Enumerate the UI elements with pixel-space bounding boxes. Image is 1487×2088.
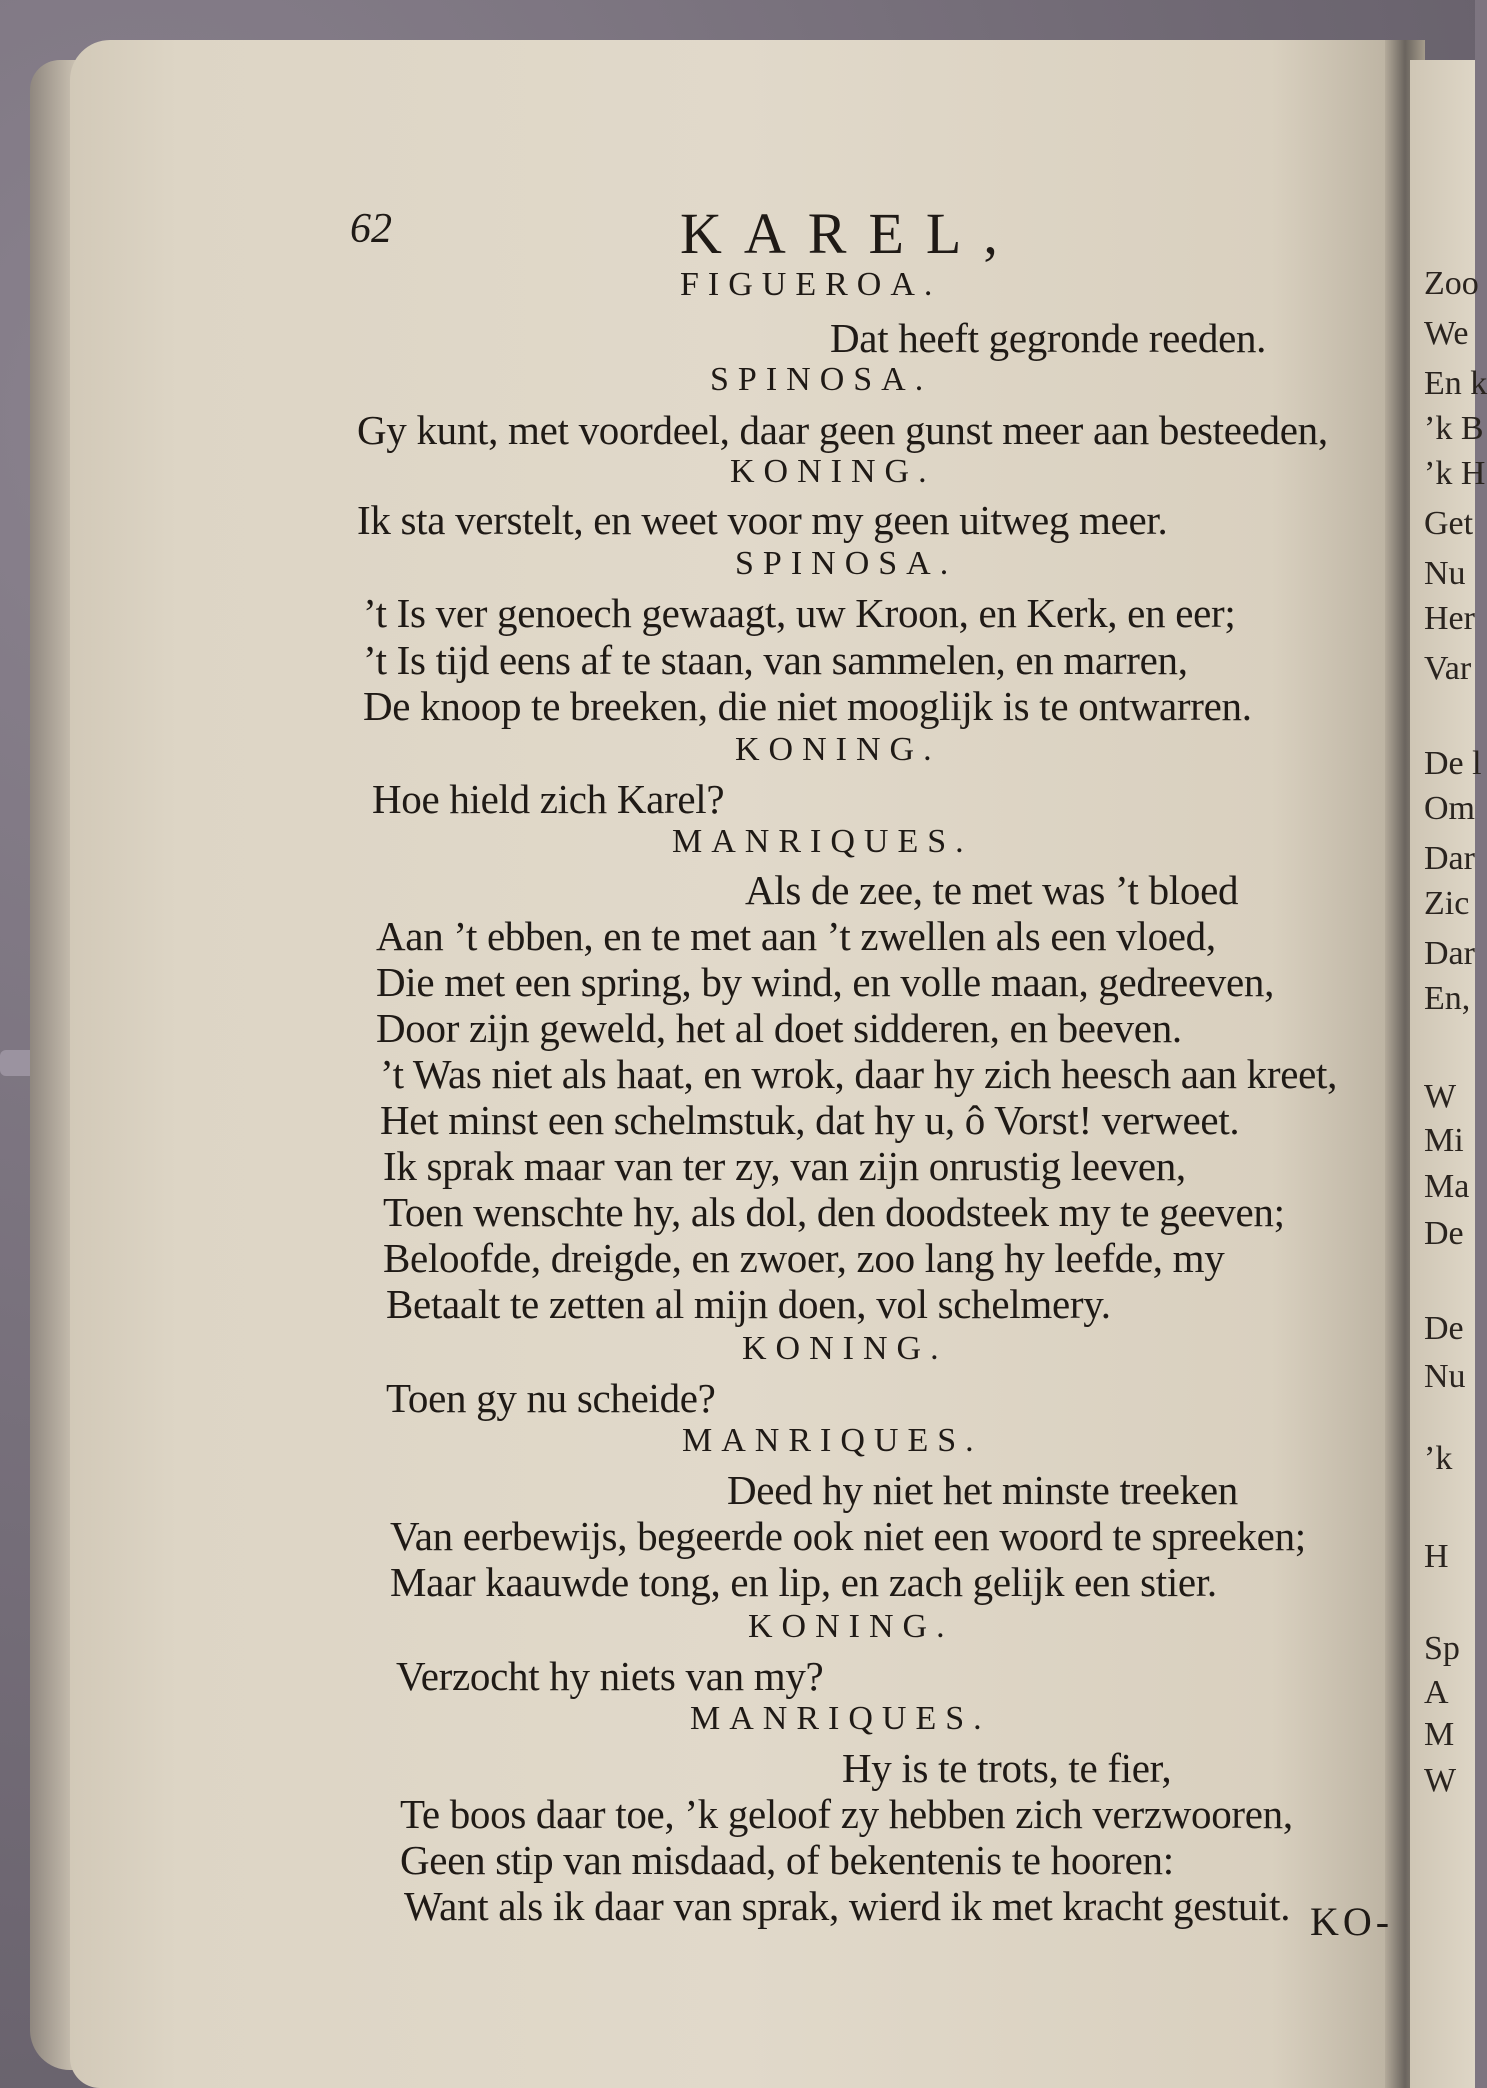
verse-line: Toen gy nu scheide? <box>386 1375 716 1421</box>
verse-line: Want als ik daar van sprak, wierd ik met kracht gestuit. <box>404 1883 1291 1929</box>
speaker-name: SPINOSA. <box>710 361 933 398</box>
facing-page-fragment: ’k B <box>1424 410 1484 447</box>
verse-line: Beloofde, dreigde, en zwoer, zoo lang hy leefde, my <box>383 1235 1225 1281</box>
verse-line: ’t Is tijd eens af te staan, van sammelen, en marren, <box>363 637 1188 683</box>
verse-line: Toen wenschte hy, als dol, den doodsteek my te geeven; <box>383 1189 1285 1235</box>
verse-line: Deed hy niet het minste treeken <box>727 1467 1238 1513</box>
facing-page-fragment: ’k H <box>1424 455 1486 492</box>
facing-page-fragment: W <box>1424 1762 1457 1799</box>
running-head: KAREL, <box>680 201 1020 266</box>
facing-page-fragment: De <box>1424 1310 1464 1347</box>
verse-line: Geen stip van misdaad, of bekentenis te hooren: <box>400 1837 1174 1883</box>
facing-page-fragment: Get <box>1424 505 1474 542</box>
page-number: 62 <box>350 206 392 252</box>
verse-line: ’t Was niet als haat, en wrok, daar hy zich heesch aan kreet, <box>380 1051 1338 1097</box>
facing-page-fragment: En, <box>1424 980 1471 1017</box>
facing-page-fragment: Om <box>1424 790 1475 827</box>
verse-line: Verzocht hy niets van my? <box>396 1653 824 1699</box>
facing-page-fragment: Sp <box>1424 1630 1460 1667</box>
verse-line: Dat heeft gegronde reeden. <box>830 315 1267 361</box>
facing-page-fragment: Nu <box>1424 555 1466 592</box>
facing-page-fragment: De <box>1424 1215 1464 1252</box>
speaker-name: KONING. <box>735 731 941 768</box>
speaker-name: MANRIQUES. <box>690 1700 991 1737</box>
verse-line: Van eerbewijs, begeerde ook niet een woord te spreeken; <box>390 1513 1306 1559</box>
facing-page-fragment: Nu <box>1424 1358 1466 1395</box>
speaker-name: SPINOSA. <box>735 545 958 582</box>
verse-line: De knoop te breeken, die niet mooglijk is te ontwarren. <box>363 683 1252 729</box>
catchword: KO- <box>1310 1899 1394 1944</box>
facing-page-fragment: Var <box>1424 650 1472 687</box>
speaker-name: KONING. <box>730 453 936 490</box>
verse-line: Aan ’t ebben, en te met aan ’t zwellen als een vloed, <box>376 913 1216 959</box>
facing-page-fragment: Mi <box>1424 1122 1464 1159</box>
verse-line: Die met een spring, by wind, en volle maan, gedreeven, <box>376 959 1275 1005</box>
verse-line: Door zijn geweld, het al doet sidderen, en beeven. <box>376 1005 1182 1051</box>
facing-page-fragment: W <box>1424 1078 1457 1115</box>
facing-page-fragment: De l <box>1424 745 1482 782</box>
verse-line: Gy kunt, met voordeel, daar geen gunst meer aan besteeden, <box>357 407 1328 453</box>
speaker-name: MANRIQUES. <box>672 823 973 860</box>
speaker-name: FIGUEROA. <box>680 266 942 303</box>
verse-line: Ik sprak maar van ter zy, van zijn onrustig leeven, <box>383 1143 1186 1189</box>
facing-page-fragment: M <box>1424 1716 1455 1753</box>
facing-page-fragment: Dar <box>1424 840 1475 877</box>
verse-line: Maar kaauwde tong, en lip, en zach gelijk een stier. <box>390 1559 1217 1605</box>
speaker-name: MANRIQUES. <box>682 1422 983 1459</box>
facing-page-fragment: Her <box>1424 600 1475 637</box>
speaker-name: KONING. <box>742 1330 948 1367</box>
facing-page-fragment: En k <box>1424 365 1487 402</box>
facing-page-fragment: Zoo <box>1424 265 1479 302</box>
verse-line: Het minst een schelmstuk, dat hy u, ô Vorst! verweet. <box>380 1097 1240 1143</box>
verse-line: Ik sta verstelt, en weet voor my geen uitweg meer. <box>357 497 1168 543</box>
verse-line: ’t Is ver genoech gewaagt, uw Kroon, en Kerk, en eer; <box>363 590 1236 636</box>
facing-page-fragment: H <box>1424 1538 1449 1575</box>
facing-page-fragment: Ma <box>1424 1168 1470 1205</box>
verse-line: Te boos daar toe, ’k geloof zy hebben zich verzwooren, <box>400 1791 1293 1837</box>
facing-page-fragment: A <box>1424 1674 1449 1711</box>
facing-page-fragment: ’k <box>1424 1440 1453 1477</box>
verse-line: Betaalt te zetten al mijn doen, vol schelmery. <box>386 1281 1111 1327</box>
verse-line: Hy is te trots, te fier, <box>842 1745 1172 1791</box>
verse-line: Als de zee, te met was ’t bloed <box>745 867 1239 913</box>
facing-page-fragment: Dar <box>1424 935 1475 972</box>
facing-page-fragment: Zic <box>1424 885 1470 922</box>
facing-page-fragment: We <box>1424 315 1469 352</box>
speaker-name: KONING. <box>748 1608 954 1645</box>
verse-line: Hoe hield zich Karel? <box>372 776 725 822</box>
